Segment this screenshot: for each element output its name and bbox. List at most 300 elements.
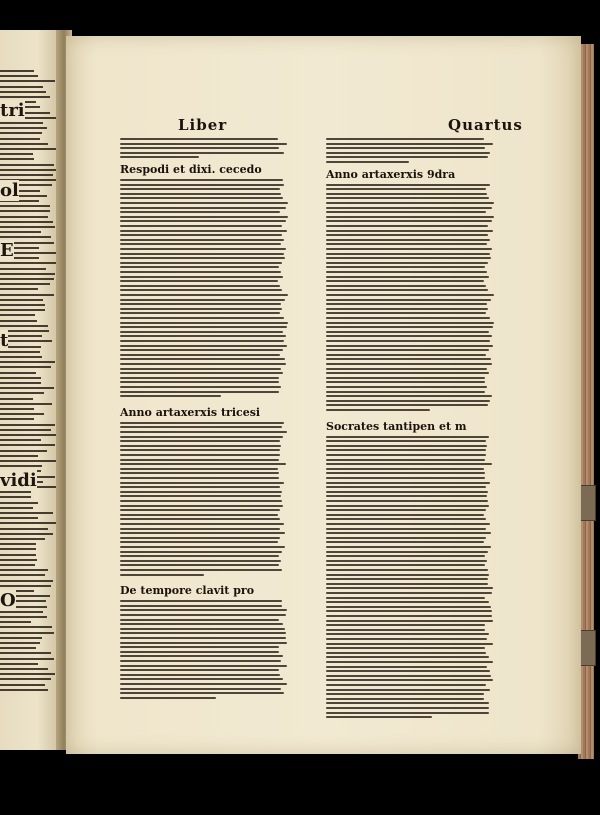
text-line	[326, 184, 490, 186]
text-line	[120, 637, 286, 639]
text-line	[120, 326, 287, 328]
text-line	[326, 340, 490, 342]
text-line	[326, 666, 487, 668]
left-text-line	[0, 398, 33, 400]
left-text-line	[0, 158, 34, 160]
right-page	[66, 36, 581, 754]
text-line	[120, 216, 288, 218]
left-text-line	[0, 626, 52, 628]
text-line	[326, 606, 491, 608]
left-text-line	[0, 377, 41, 379]
left-text-line	[0, 543, 36, 545]
text-line	[120, 619, 279, 621]
text-line	[120, 665, 287, 667]
left-text-line	[0, 507, 33, 509]
text-line	[326, 207, 492, 209]
text-line	[120, 632, 286, 634]
text-line	[326, 643, 493, 645]
text-line	[120, 289, 282, 291]
text-line	[120, 358, 285, 360]
text-line	[120, 486, 280, 488]
text-line	[120, 377, 279, 379]
text-line	[120, 335, 286, 337]
text-line	[120, 372, 283, 374]
text-line	[120, 555, 279, 557]
text-line	[120, 207, 286, 209]
text-line	[326, 702, 489, 704]
left-text-line	[0, 174, 53, 176]
text-line	[326, 670, 490, 672]
left-text-line	[0, 70, 34, 72]
text-line	[120, 391, 279, 393]
left-text-line	[0, 372, 36, 374]
text-line	[120, 678, 283, 680]
left-text-line	[0, 143, 48, 145]
left-initial: E	[0, 240, 14, 261]
text-line	[326, 597, 485, 599]
text-line	[326, 322, 494, 324]
text-line	[326, 349, 489, 351]
text-line	[326, 679, 493, 681]
left-text-line	[0, 439, 41, 441]
text-line	[326, 308, 488, 310]
left-text-line	[0, 491, 31, 493]
left-text-line	[0, 148, 57, 150]
section-heading: Anno artaxerxis 9dra	[326, 167, 456, 181]
text-line	[326, 216, 494, 218]
text-line	[120, 280, 278, 282]
text-line	[326, 689, 490, 691]
text-line	[326, 285, 486, 287]
text-line	[120, 623, 283, 625]
text-line	[326, 518, 486, 520]
left-text-line	[0, 444, 55, 446]
text-line	[120, 514, 278, 516]
section-heading: Respodi et dixi. cecedo	[120, 163, 262, 176]
text-line	[326, 472, 485, 474]
left-text-line	[0, 216, 48, 218]
left-text-line	[0, 678, 51, 680]
left-text-line	[0, 585, 51, 587]
text-line	[326, 404, 488, 406]
text-line	[326, 312, 486, 314]
text-line	[120, 179, 283, 181]
text-line	[120, 248, 286, 250]
text-line	[326, 294, 494, 296]
left-text-line	[0, 221, 53, 223]
text-line	[326, 188, 486, 190]
text-line	[326, 528, 486, 530]
text-line	[326, 449, 486, 451]
text-line	[120, 308, 282, 310]
text-line	[326, 537, 486, 539]
text-line	[120, 143, 287, 145]
left-text-line	[0, 559, 37, 561]
text-line	[120, 386, 281, 388]
left-text-line	[0, 663, 38, 665]
text-line	[120, 266, 279, 268]
text-line	[326, 578, 488, 580]
text-line	[326, 532, 491, 534]
left-text-line	[0, 283, 50, 285]
left-text-line	[0, 580, 53, 582]
text-line	[326, 459, 485, 461]
left-initial: tri	[0, 100, 25, 121]
text-line	[120, 472, 279, 474]
text-line	[326, 716, 432, 718]
text-line	[326, 454, 486, 456]
text-line	[120, 220, 286, 222]
text-line	[120, 299, 285, 301]
text-line	[120, 605, 282, 607]
text-line	[326, 276, 489, 278]
text-line	[120, 541, 278, 543]
left-text-line	[0, 210, 50, 212]
left-text-line	[0, 309, 45, 311]
text-line	[326, 652, 486, 654]
left-text-line	[0, 294, 54, 296]
left-text-line	[0, 684, 45, 686]
text-line	[326, 698, 484, 700]
left-text-line	[0, 96, 50, 98]
left-text-line	[0, 637, 42, 639]
left-text-line	[0, 611, 43, 613]
text-line	[120, 243, 281, 245]
text-line	[120, 482, 284, 484]
text-line	[120, 518, 280, 520]
text-line	[326, 381, 485, 383]
text-line	[120, 532, 285, 534]
text-line	[326, 391, 485, 393]
text-line	[120, 239, 284, 241]
left-text-line	[0, 278, 54, 280]
left-text-line	[0, 538, 45, 540]
text-line	[326, 331, 489, 333]
text-line	[326, 505, 489, 507]
text-line	[120, 495, 281, 497]
text-line	[326, 541, 484, 543]
left-text-line	[0, 554, 36, 556]
text-line	[326, 693, 484, 695]
left-text-line	[0, 460, 56, 462]
text-line	[120, 184, 284, 186]
text-line	[326, 523, 490, 525]
text-line	[326, 147, 485, 149]
left-text-line	[0, 91, 46, 93]
text-line	[326, 551, 488, 553]
text-line	[326, 400, 490, 402]
left-text-line	[0, 403, 52, 405]
text-line	[120, 294, 288, 296]
section-heading: De tempore clavit pro	[120, 584, 255, 598]
text-line	[120, 642, 287, 644]
left-text-line	[0, 288, 38, 290]
left-text-line	[0, 132, 42, 134]
text-line	[120, 655, 283, 657]
text-line	[326, 202, 494, 204]
text-line	[120, 381, 279, 383]
text-line	[326, 610, 492, 612]
left-text-line	[0, 647, 36, 649]
text-line	[326, 477, 485, 479]
text-line	[326, 463, 492, 465]
left-text-line	[0, 502, 38, 504]
text-line	[120, 468, 278, 470]
text-line	[326, 569, 488, 571]
left-text-line	[0, 673, 55, 675]
text-line	[326, 468, 484, 470]
text-line	[326, 239, 490, 241]
left-text-line	[0, 387, 54, 389]
text-line	[326, 230, 493, 232]
left-text-line	[0, 569, 48, 571]
text-line	[120, 697, 216, 699]
left-page	[0, 30, 62, 750]
text-line	[326, 482, 490, 484]
text-line	[326, 335, 492, 337]
text-line	[120, 505, 283, 507]
text-line	[120, 395, 221, 397]
text-line	[326, 248, 492, 250]
text-line	[326, 555, 485, 557]
left-text-line	[0, 304, 45, 306]
left-text-line	[0, 450, 47, 452]
left-initial: t	[0, 330, 9, 351]
text-line	[120, 156, 199, 158]
running-head-right: Quartus	[448, 116, 523, 134]
text-line	[326, 712, 489, 714]
text-line	[120, 257, 285, 259]
text-line	[326, 368, 487, 370]
text-line	[326, 445, 487, 447]
text-line	[120, 440, 280, 442]
left-text-line	[0, 273, 55, 275]
text-line	[326, 509, 486, 511]
left-text-line	[0, 413, 44, 415]
text-line	[120, 188, 280, 190]
text-line	[120, 692, 284, 694]
text-line	[326, 486, 486, 488]
text-line	[326, 372, 489, 374]
text-line	[326, 152, 490, 154]
text-line	[326, 345, 493, 347]
text-line	[120, 564, 279, 566]
left-text-line	[0, 122, 43, 124]
text-line	[120, 262, 282, 264]
text-line	[120, 449, 280, 451]
text-line	[326, 299, 491, 301]
text-line	[120, 528, 280, 530]
text-line	[326, 638, 487, 640]
left-text-line	[0, 418, 34, 420]
text-line	[326, 661, 493, 663]
text-line	[120, 426, 282, 428]
text-line	[326, 620, 493, 622]
text-line	[120, 312, 280, 314]
text-line	[120, 363, 286, 365]
text-line	[326, 326, 493, 328]
text-line	[326, 633, 489, 635]
text-line	[120, 491, 282, 493]
left-text-line	[0, 75, 38, 77]
text-line	[120, 345, 287, 347]
text-line	[326, 243, 487, 245]
left-text-line	[0, 392, 44, 394]
text-line	[120, 537, 280, 539]
text-line	[120, 354, 280, 356]
text-line	[120, 152, 284, 154]
left-text-line	[0, 632, 54, 634]
left-text-line	[0, 262, 57, 264]
text-line	[326, 377, 485, 379]
text-line	[326, 271, 487, 273]
text-line	[120, 230, 287, 232]
text-line	[120, 285, 280, 287]
text-line	[120, 509, 280, 511]
text-line	[326, 289, 488, 291]
left-text-line	[0, 616, 47, 618]
text-line	[120, 463, 286, 465]
left-text-line	[0, 382, 41, 384]
text-line	[120, 436, 283, 438]
text-line	[326, 257, 491, 259]
left-text-line	[0, 522, 57, 524]
text-line	[120, 683, 287, 685]
section-heading: Socrates tantipen et m	[326, 419, 467, 433]
text-line	[120, 646, 279, 648]
left-text-line	[0, 164, 54, 166]
text-line	[120, 422, 284, 424]
text-line	[326, 358, 491, 360]
left-initial: vidi	[0, 470, 37, 491]
left-text-line	[0, 356, 42, 358]
text-line	[120, 147, 279, 149]
text-line	[120, 454, 280, 456]
text-line	[326, 560, 487, 562]
text-line	[326, 161, 409, 163]
text-line	[326, 495, 487, 497]
left-text-line	[0, 496, 31, 498]
left-initial: ol	[0, 180, 19, 201]
text-line	[326, 587, 493, 589]
left-text-line	[0, 429, 51, 431]
text-line	[120, 600, 282, 602]
left-text-line	[0, 351, 40, 353]
left-text-line	[0, 424, 55, 426]
text-line	[326, 440, 486, 442]
text-line	[326, 225, 488, 227]
left-text-line	[0, 86, 43, 88]
left-text-line	[0, 528, 48, 530]
left-text-line	[0, 138, 40, 140]
text-line	[120, 674, 280, 676]
left-text-line	[0, 689, 48, 691]
text-line	[120, 651, 279, 653]
text-line	[326, 546, 491, 548]
left-text-line	[0, 80, 55, 82]
text-line	[326, 280, 484, 282]
left-initial: O	[0, 590, 16, 611]
text-line	[120, 193, 281, 195]
text-line	[326, 409, 430, 411]
clasp-lower	[580, 630, 596, 666]
text-line	[326, 574, 489, 576]
text-line	[120, 523, 284, 525]
left-text-line	[0, 455, 38, 457]
text-line	[120, 431, 287, 433]
left-text-line	[0, 434, 56, 436]
text-line	[326, 197, 489, 199]
left-text-line	[0, 517, 38, 519]
left-text-line	[0, 658, 54, 660]
left-text-line	[0, 408, 34, 410]
text-line	[120, 688, 281, 690]
text-line	[120, 197, 283, 199]
text-line	[326, 354, 486, 356]
text-line	[326, 675, 491, 677]
left-text-line	[0, 320, 37, 322]
text-line	[120, 574, 204, 576]
text-line	[120, 271, 281, 273]
text-line	[326, 363, 492, 365]
left-text-line	[0, 127, 47, 129]
text-line	[120, 669, 279, 671]
text-line	[120, 340, 284, 342]
text-line	[326, 386, 487, 388]
left-text-line	[0, 153, 33, 155]
text-line	[326, 500, 488, 502]
left-text-line	[0, 314, 35, 316]
text-line	[326, 262, 488, 264]
text-line	[120, 569, 282, 571]
text-line	[326, 624, 485, 626]
text-line	[120, 459, 279, 461]
left-text-line	[0, 564, 35, 566]
text-line	[120, 303, 281, 305]
text-line	[120, 138, 278, 140]
left-text-line	[0, 236, 51, 238]
text-line	[326, 234, 488, 236]
text-line	[326, 253, 490, 255]
text-line	[326, 395, 492, 397]
clasp-upper	[580, 485, 596, 521]
left-text-line	[0, 533, 53, 535]
text-line	[326, 601, 489, 603]
text-line	[120, 609, 287, 611]
text-line	[326, 583, 488, 585]
text-line	[326, 211, 486, 213]
text-line	[326, 592, 492, 594]
text-line	[326, 684, 486, 686]
text-line	[326, 656, 489, 658]
text-line	[326, 266, 485, 268]
text-line	[120, 253, 284, 255]
left-text-line	[0, 621, 31, 623]
text-line	[326, 707, 489, 709]
text-line	[326, 491, 488, 493]
text-line	[120, 551, 282, 553]
text-line	[326, 514, 484, 516]
text-line	[326, 615, 492, 617]
text-line	[120, 202, 288, 204]
left-text-line	[0, 668, 48, 670]
left-text-line	[0, 361, 55, 363]
text-line	[120, 368, 281, 370]
text-line	[120, 500, 282, 502]
text-line	[326, 143, 493, 145]
left-text-line	[0, 642, 40, 644]
text-line	[120, 349, 283, 351]
